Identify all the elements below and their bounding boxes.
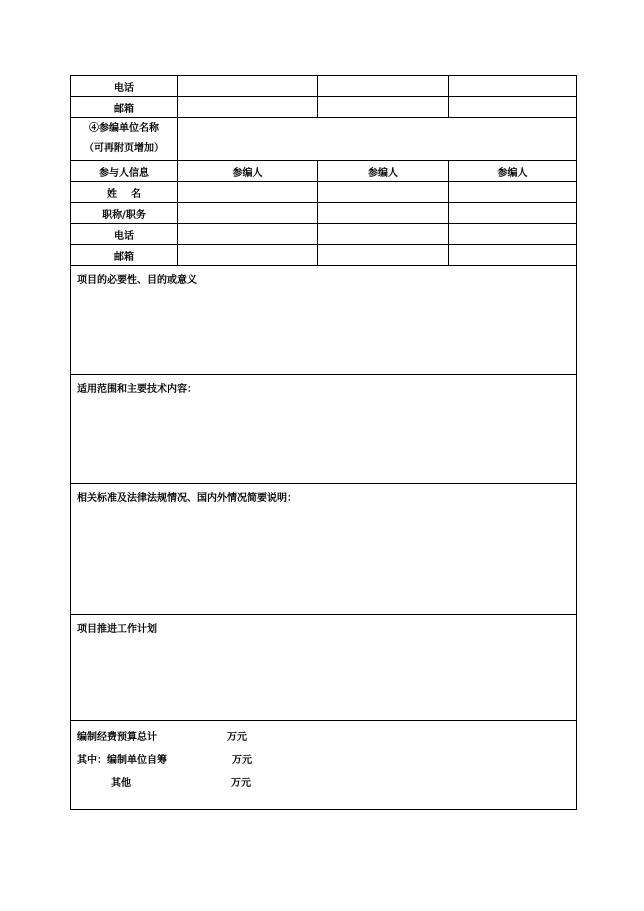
budget-total-unit: 万元: [227, 732, 247, 743]
budget-row: [71, 721, 577, 810]
phone-field[interactable]: [178, 224, 318, 245]
participant-column-header: 参编人: [318, 161, 449, 182]
participants-header-label: 参与人信息: [71, 161, 178, 182]
participant-column-header: 参编人: [449, 161, 577, 182]
email-field[interactable]: [449, 97, 577, 118]
necessity-section[interactable]: [71, 266, 577, 375]
email-field[interactable]: [178, 245, 318, 266]
standards-section[interactable]: [71, 484, 577, 615]
title-label: 职称/职务: [71, 203, 178, 224]
participant-email-row: [71, 245, 577, 266]
name-field[interactable]: [178, 182, 318, 203]
budget-section: [71, 721, 577, 810]
budget-other-unit: 万元: [231, 778, 251, 789]
phone-label: 电话: [71, 224, 178, 245]
participant-name-row: [71, 182, 577, 203]
scope-section[interactable]: [71, 375, 577, 484]
budget-self-unit: 万元: [232, 755, 252, 766]
participants-header-row: [71, 161, 577, 182]
plan-section-title: 项目推进工作计划: [77, 624, 157, 635]
necessity-section-row: [71, 266, 577, 375]
name-label: 姓 名: [71, 182, 178, 203]
phone-field[interactable]: [318, 224, 449, 245]
email-field[interactable]: [449, 245, 577, 266]
phone-field[interactable]: [318, 76, 449, 97]
budget-total-label: 编制经费预算总计: [77, 732, 157, 743]
title-field[interactable]: [178, 203, 318, 224]
participant-title-row: [71, 203, 577, 224]
contact-phone-row: [71, 76, 577, 97]
participant-phone-row: [71, 224, 577, 245]
name-field[interactable]: [318, 182, 449, 203]
unit4-row: [71, 118, 577, 161]
standards-section-row: [71, 484, 577, 615]
plan-section[interactable]: [71, 615, 577, 721]
email-label: 邮箱: [71, 245, 178, 266]
phone-field[interactable]: [449, 76, 577, 97]
email-label: 邮箱: [71, 97, 178, 118]
scope-section-row: [71, 375, 577, 484]
contact-email-row: [71, 97, 577, 118]
necessity-section-title: 项目的必要性、目的或意义: [77, 275, 197, 286]
title-field[interactable]: [449, 203, 577, 224]
participant-column-header: 参编人: [178, 161, 318, 182]
unit4-label-line1: ④参编单位名称: [89, 123, 159, 134]
phone-field[interactable]: [178, 76, 318, 97]
scope-section-title: 适用范围和主要技术内容：: [77, 384, 197, 395]
budget-other-label: 其他: [111, 778, 131, 789]
budget-total-line: [77, 726, 570, 749]
standards-section-title: 相关标准及法律法规情况、国内外情况简要说明：: [77, 493, 297, 504]
email-field[interactable]: [318, 245, 449, 266]
plan-section-row: [71, 615, 577, 721]
name-field[interactable]: [449, 182, 577, 203]
email-field[interactable]: [318, 97, 449, 118]
unit4-label: [71, 118, 178, 161]
budget-other-line: [77, 772, 570, 795]
email-field[interactable]: [178, 97, 318, 118]
budget-self-line: [77, 749, 570, 772]
unit4-name-field[interactable]: [178, 118, 577, 161]
phone-field[interactable]: [449, 224, 577, 245]
project-application-form: [70, 75, 577, 810]
title-field[interactable]: [318, 203, 449, 224]
phone-label: 电话: [71, 76, 178, 97]
budget-self-label: 其中：编制单位自筹: [77, 755, 167, 766]
unit4-label-line2: （可再附页增加）: [84, 143, 164, 154]
